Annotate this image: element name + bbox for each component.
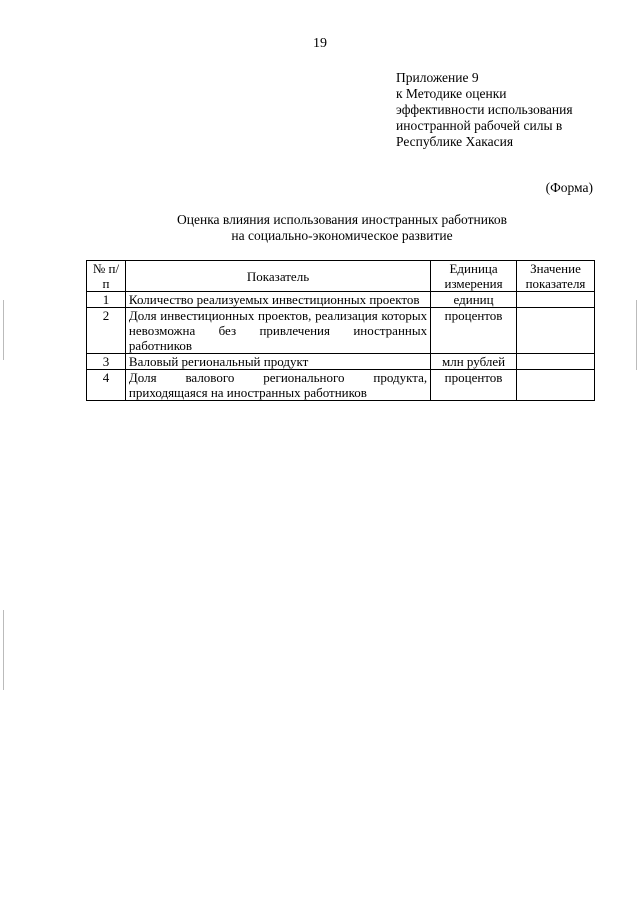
document-title	[0, 212, 640, 244]
page-number: 19	[313, 36, 327, 51]
row-indicator: Валовый региональный продукт	[125, 354, 430, 370]
scan-edge-left	[3, 300, 4, 360]
table-row	[87, 354, 595, 370]
scan-edge-right	[636, 300, 637, 370]
appendix-line: Республике Хакасия	[396, 134, 514, 149]
appendix-line: Приложение 9	[396, 70, 479, 85]
row-value	[517, 292, 595, 308]
row-unit: процентов	[431, 308, 517, 354]
row-num: 2	[87, 308, 126, 354]
appendix-block	[396, 70, 573, 150]
table-header-row	[87, 261, 595, 292]
row-num: 4	[87, 370, 126, 401]
appendix-line: к Методике оценки	[396, 86, 507, 101]
row-unit: млн рублей	[431, 354, 517, 370]
indicators-table	[86, 260, 595, 401]
header-unit: Единица измерения	[431, 261, 517, 292]
header-value: Значение показателя	[517, 261, 595, 292]
row-value	[517, 354, 595, 370]
title-line: Оценка влияния использования иностранных работников	[177, 212, 507, 227]
title-line: на социально-экономическое развитие	[231, 228, 453, 243]
row-indicator: Количество реализуемых инвестиционных проектов	[125, 292, 430, 308]
table-row	[87, 370, 595, 401]
form-mark: (Форма)	[545, 180, 593, 195]
row-value	[517, 370, 595, 401]
table-row	[87, 292, 595, 308]
table-row	[87, 308, 595, 354]
row-indicator: Доля инвестиционных проектов, реализация которых невозможна без привлечения иностранных работников	[125, 308, 430, 354]
row-num: 1	[87, 292, 126, 308]
header-num: № п/п	[87, 261, 126, 292]
row-unit: процентов	[431, 370, 517, 401]
header-indicator: Показатель	[125, 261, 430, 292]
row-unit: единиц	[431, 292, 517, 308]
row-value	[517, 308, 595, 354]
row-num: 3	[87, 354, 126, 370]
row-indicator: Доля валового регионального продукта, приходящаяся на иностранных работников	[125, 370, 430, 401]
scan-edge-left	[3, 610, 4, 690]
appendix-line: эффективности использования	[396, 102, 573, 117]
appendix-line: иностранной рабочей силы в	[396, 118, 563, 133]
